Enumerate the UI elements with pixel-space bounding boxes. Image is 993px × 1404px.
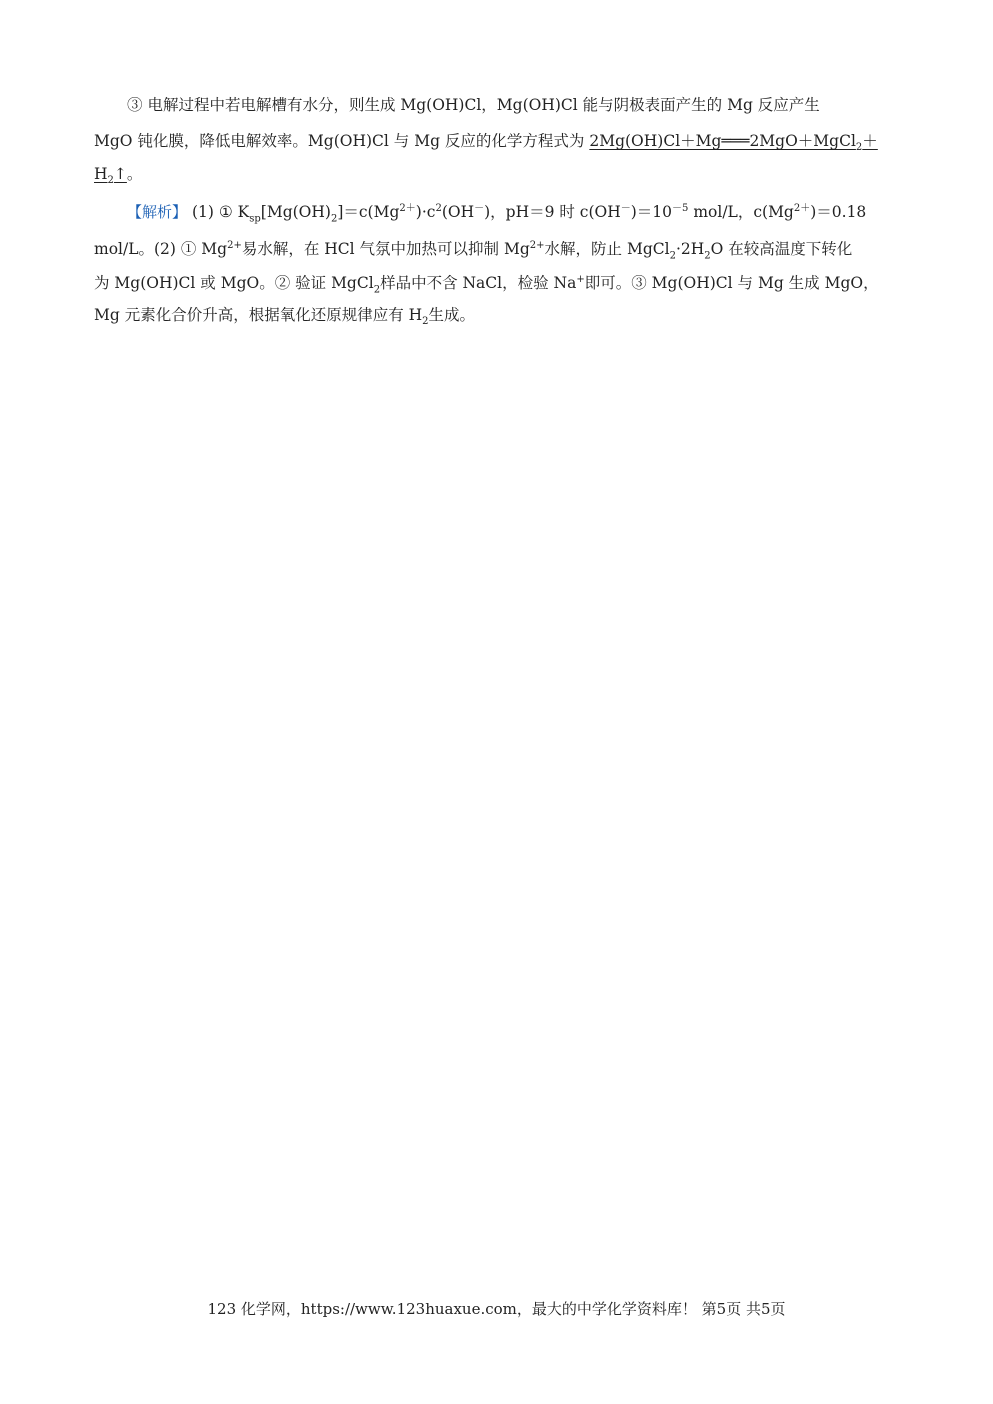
analysis-tag: 【解析】 <box>127 203 188 222</box>
answer-equation: 2Mg(OH)Cl＋Mg═══2MgO＋MgCl$_2$＋ <box>589 132 878 154</box>
paragraph-3-line-1 <box>127 95 820 115</box>
text: 电解过程中若电解槽有水分，则生成 Mg(OH)Cl，Mg(OH)Cl 能与阴极表面产生的 Mg 反应产生 <box>142 96 820 114</box>
analysis-line-2: mol/L。(2) ① $Mg^{2+}$易水解，在 HCl 气氛中加热可以抑制 $Mg^{2+}$水解，防止 $MgCl_2\cdot 2H_2O$ 在较高温度下转化 <box>94 240 853 262</box>
analysis-line-3: 为 Mg(OH)Cl 或 MgO。② 验证 MgCl$_2$样品中不含 NaCl，检验 Na+即可。③ Mg(OH)Cl 与 Mg 生成 MgO， <box>94 274 879 296</box>
analysis-line-4: Mg 元素化合价升高，根据氧化还原规律应有 $H_2$生成。 <box>94 306 476 328</box>
paragraph-3-line-2 <box>94 131 878 158</box>
analysis-line-1: 【解析】 (1) ① $K_{sp}[Mg(OH)_2]=c(Mg^{2+})\cdot c^2(OH^-)$，pH＝9 时 $c(OH^-)=10^{-5}$ mol/L，$c(Mg^{2+})=0.18$ <box>127 203 867 225</box>
item-marker: ③ <box>127 96 143 114</box>
paragraph-3-line-3: $H_2↑$。 <box>94 165 143 187</box>
text: MgO 钝化膜，降低电解效率。Mg(OH)Cl 与 Mg 反应的化学方程式为 <box>94 132 590 150</box>
page-footer: 123 化学网，https://www.123huaxue.com，最大的中学化学资料库！ 第5页 共5页 <box>207 1300 786 1318</box>
answer-equation-end: $H_2↑$ <box>94 165 127 187</box>
